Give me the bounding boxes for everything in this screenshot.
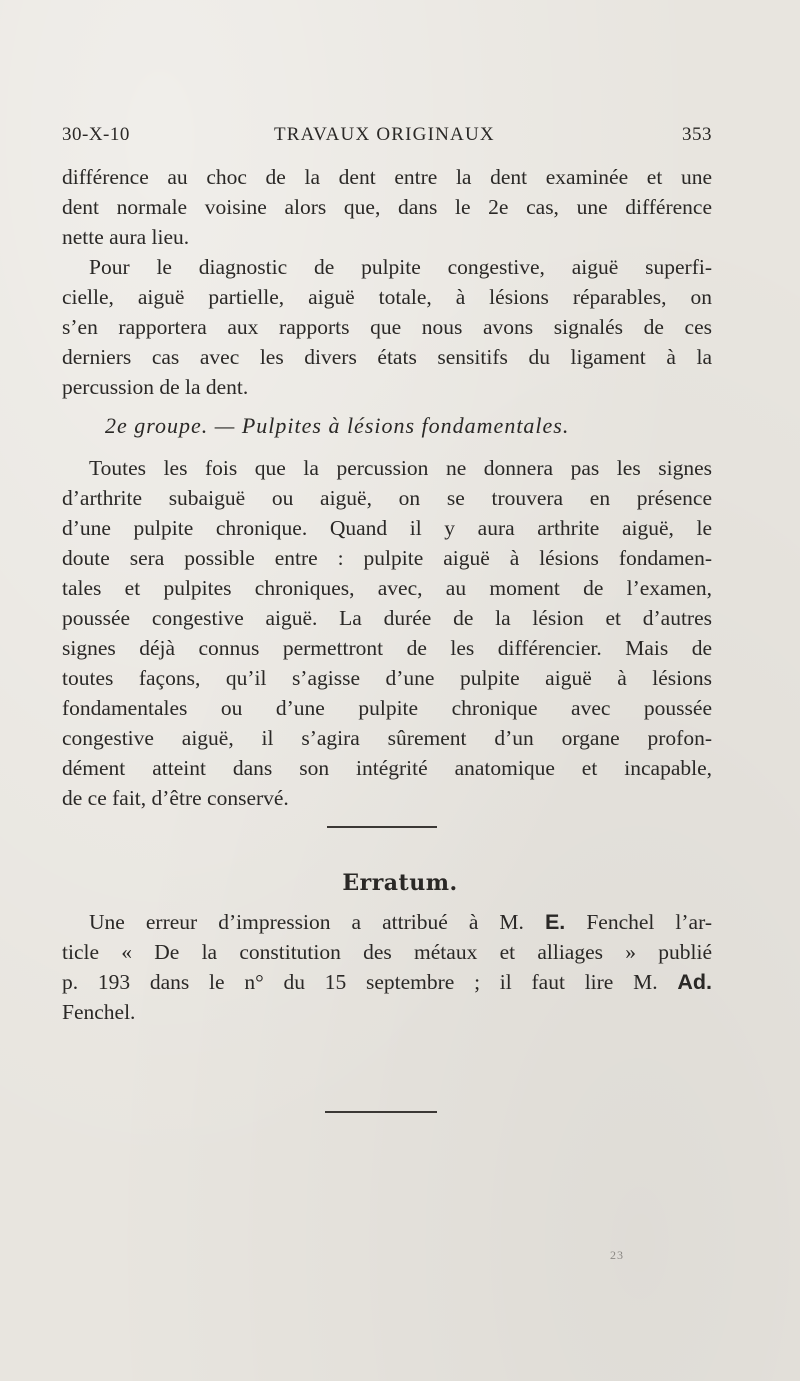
text-line: dent normale voisine alors que, dans le 2e cas, une différence — [62, 195, 712, 219]
text-line: cielle, aiguë partielle, aiguë totale, à lésions réparables, on — [62, 285, 712, 309]
erratum-paragraph — [62, 907, 712, 1027]
text-line: nette aura lieu. — [62, 225, 190, 249]
text-line: signes déjà connus permettront de les différencier. Mais de — [62, 636, 712, 660]
text-line: Fenchel. — [62, 1000, 136, 1024]
text-line: ticle « De la constitution des métaux et alliages » publié — [62, 940, 712, 964]
text-line: d’arthrite subaiguë ou aiguë, on se trouvera en présence — [62, 486, 712, 510]
text-line — [62, 967, 712, 997]
text-line: tales et pulpites chroniques, avec, au moment de l’examen, — [62, 576, 712, 600]
bold-initial: E. — [544, 910, 566, 934]
header-date: 30-X-10 — [62, 124, 130, 145]
text-line: Pour le diagnostic de pulpite congestive, aiguë superfi- — [89, 255, 712, 279]
text-line: toutes façons, qu’il s’agisse d’une pulpite aiguë à lésions — [62, 666, 712, 690]
text-line: s’en rapportera aux rapports que nous avons signalés de ces — [62, 315, 712, 339]
text-line: dément atteint dans son intégrité anatomique et incapable, — [62, 756, 712, 780]
text-span: Une erreur d’impression a attribué à M. — [89, 910, 545, 934]
paragraph-1 — [62, 162, 712, 252]
text-line: Toutes les fois que la percussion ne donnera pas les signes — [89, 456, 712, 480]
text-line: congestive aiguë, il s’agira sûrement d’un organe profon- — [62, 726, 712, 750]
paragraph-3 — [62, 453, 712, 813]
text-line: percussion de la dent. — [62, 375, 249, 399]
signature-mark: 23 — [610, 1248, 624, 1262]
running-header — [62, 124, 712, 154]
section-title: 2e groupe. — Pulpites à lésions fondamentales. — [105, 413, 570, 438]
text-line: poussée congestive aiguë. La durée de la lésion et d’autres — [62, 606, 712, 630]
end-divider — [325, 1111, 437, 1113]
bold-initial: Ad. — [677, 970, 712, 994]
page-number: 353 — [682, 124, 712, 145]
text-span: Fenchel l’ar- — [565, 910, 712, 934]
text-line: de ce fait, d’être conservé. — [62, 786, 289, 810]
text-line: fondamentales ou d’une pulpite chronique avec poussée — [62, 696, 712, 720]
text-line: derniers cas avec les divers états sensitifs du ligament à la — [62, 345, 712, 369]
text-line: d’une pulpite chronique. Quand il y aura arthrite aiguë, le — [62, 516, 712, 540]
text-line: différence au choc de la dent entre la dent examinée et une — [62, 165, 712, 189]
text-line: doute sera possible entre : pulpite aiguë à lésions fondamen- — [62, 546, 712, 570]
section-divider — [327, 826, 437, 828]
text-line — [62, 907, 712, 937]
paragraph-2 — [62, 252, 712, 402]
text-span: p. 193 dans le n° du 15 septembre ; il faut lire M. — [62, 970, 678, 994]
erratum-heading: Erratum. — [342, 870, 458, 896]
header-title: TRAVAUX ORIGINAUX — [274, 124, 495, 145]
